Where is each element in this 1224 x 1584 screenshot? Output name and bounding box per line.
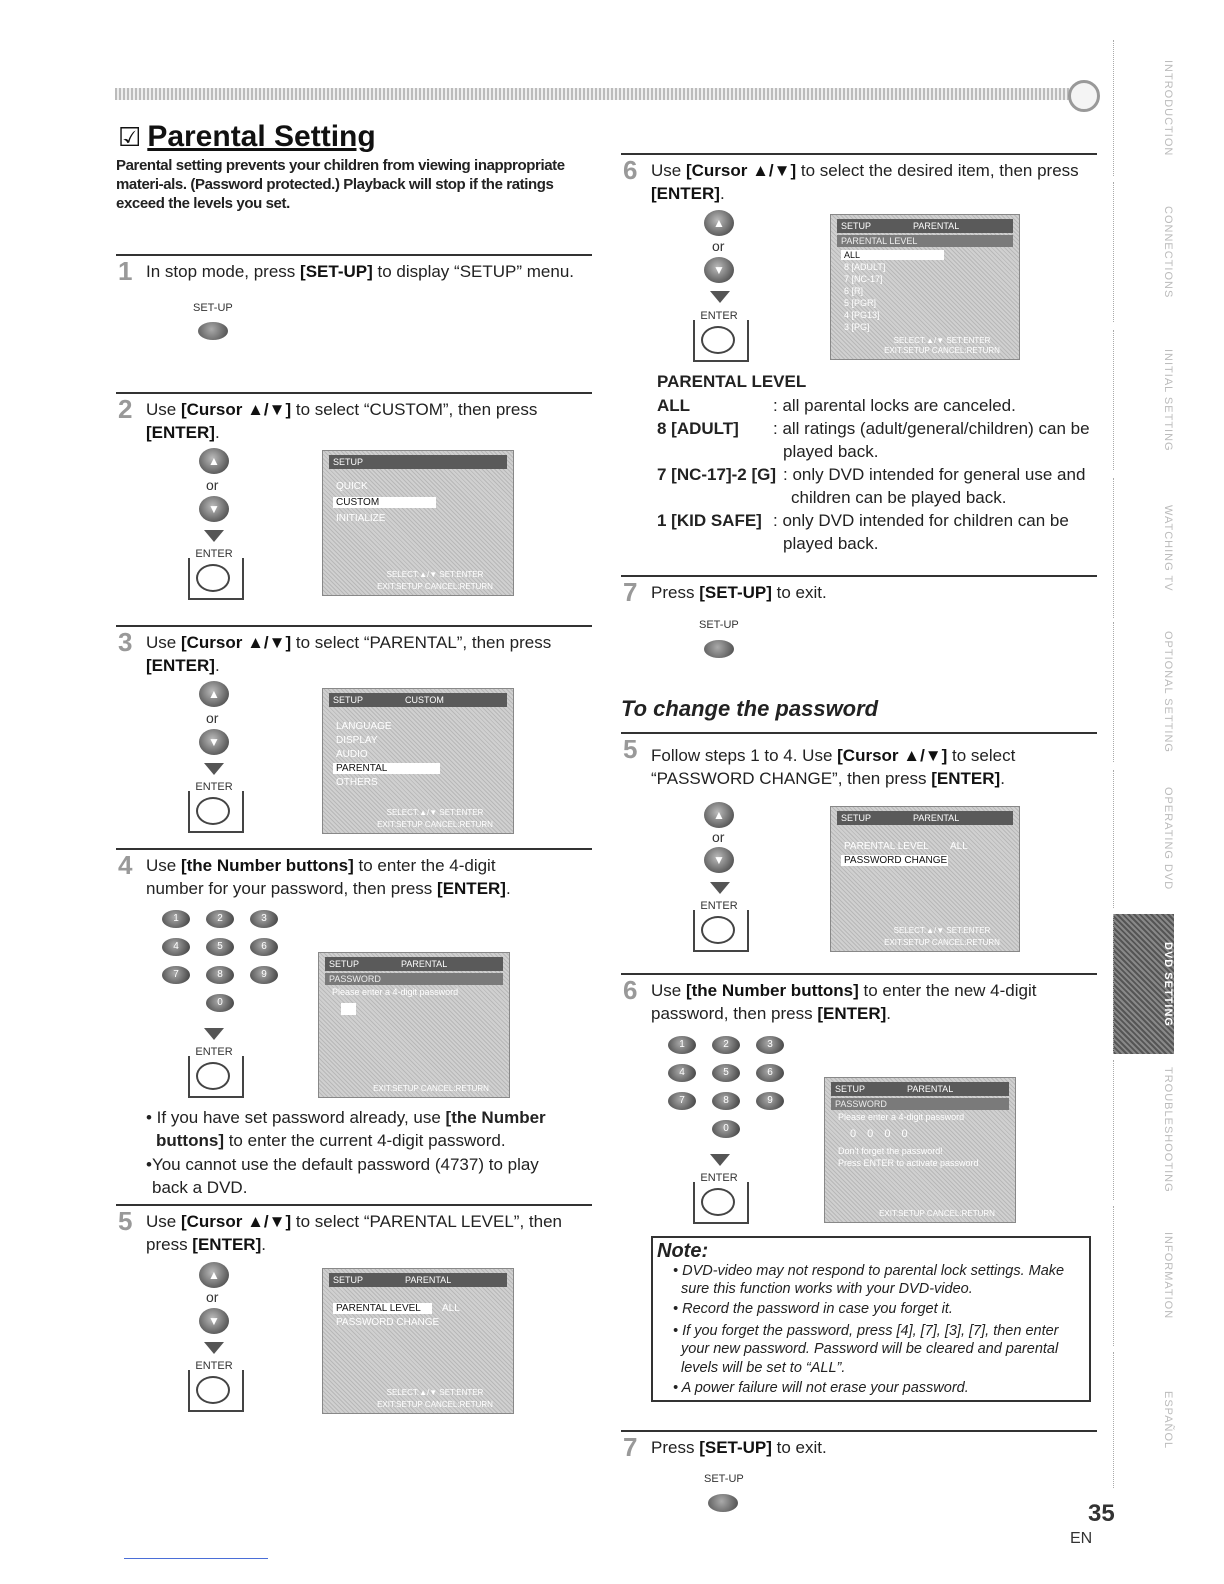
number-button-icon: 8 xyxy=(712,1092,740,1110)
divider xyxy=(621,153,1097,155)
cursor-down-icon: ▼ xyxy=(704,257,734,283)
side-tab-optional-setting: OPTIONAL SETTING xyxy=(1113,622,1174,762)
enter-button-icon: ENTER xyxy=(693,1172,745,1224)
step-4-text: Use [the Number buttons] to enter the 4-digit number for your password, then press [ENTER]. xyxy=(146,856,511,898)
osd-screen-setup: SETUP QUICK CUSTOM INITIALIZE SELECT:▲/▼ SET:ENTER EXIT:SETUP CANCEL:RETURN xyxy=(322,450,514,596)
setup-button-icon xyxy=(708,1494,738,1512)
number-button-icon: 3 xyxy=(756,1036,784,1054)
number-button-icon: 7 xyxy=(162,966,190,984)
divider xyxy=(116,254,592,256)
note-line: your new password. Password will be cleared and parental xyxy=(681,1341,1059,1357)
side-tab-espanol: ESPAÑOL xyxy=(1113,1352,1174,1488)
osd-screen-password: SETUP PARENTAL PASSWORD Please enter a 4-digit password EXIT:SETUP CANCEL:RETURN xyxy=(318,952,510,1098)
enter-button-icon: ENTER xyxy=(188,1360,240,1412)
header-decoration-bar xyxy=(115,88,1075,100)
number-button-icon: 2 xyxy=(712,1036,740,1054)
divider xyxy=(116,625,592,627)
arrow-down-icon xyxy=(204,530,224,542)
step-number: 7 xyxy=(623,577,638,607)
parental-level-row: 1 [KID SAFE] : only DVD intended for children can be played back. xyxy=(657,511,1069,553)
or-label: or xyxy=(206,477,219,493)
number-button-icon: 9 xyxy=(756,1092,784,1110)
or-label: or xyxy=(712,238,725,254)
arrow-down-icon xyxy=(710,882,730,894)
page-language: EN xyxy=(1070,1530,1093,1547)
note-line: levels will be set to “ALL”. xyxy=(681,1360,846,1376)
pw-step-6-text: Use [the Number buttons] to enter the new 4-digit password, then press [ENTER]. xyxy=(651,981,1037,1023)
number-button-icon: 6 xyxy=(250,938,278,956)
note-title: Note: xyxy=(657,1240,709,1262)
side-tab-connections: CONNECTIONS xyxy=(1113,182,1174,322)
step-4-note-1: • If you have set password already, use [the Number buttons] to enter the current 4-digit password. xyxy=(146,1108,546,1150)
parental-level-row: 7 [NC-17]-2 [G] : only DVD intended for general use and children can be played back. xyxy=(657,465,1086,507)
number-button-icon: 2 xyxy=(206,910,234,928)
cursor-down-icon: ▼ xyxy=(704,847,734,873)
osd-screen-parental: SETUP PARENTAL PARENTAL LEVEL ALL PASSWORD CHANGE SELECT:▲/▼ SET:ENTER EXIT:SETUP CANCEL:RETURN xyxy=(322,1268,514,1414)
pw-step-7-text: Press [SET-UP] to exit. xyxy=(651,1438,827,1457)
number-button-icon: 4 xyxy=(162,938,190,956)
step-1-text: In stop mode, press [SET-UP] to display “SETUP” menu. xyxy=(146,262,575,281)
or-label: or xyxy=(206,1289,219,1305)
page-title: ☑ Parental Setting xyxy=(118,120,376,153)
number-button-icon: 8 xyxy=(206,966,234,984)
setup-button-icon xyxy=(704,640,734,658)
step-number: 6 xyxy=(623,975,638,1005)
enter-button-icon: ENTER xyxy=(188,548,240,600)
cursor-up-icon: ▲ xyxy=(199,448,229,474)
side-tab-information: INFORMATION xyxy=(1113,1206,1174,1346)
setup-button-label: SET-UP xyxy=(699,619,739,631)
enter-button-icon: ENTER xyxy=(693,310,745,362)
step-7-text: Press [SET-UP] to exit. xyxy=(651,583,827,602)
number-button-icon: 6 xyxy=(756,1064,784,1082)
checkbox-icon: ☑ xyxy=(118,122,142,152)
setup-button-label: SET-UP xyxy=(193,302,233,314)
pw-step-5-text: Follow steps 1 to 4. Use [Cursor ▲/▼] to select “PASSWORD CHANGE”, then press [ENTER]. xyxy=(651,746,1016,788)
divider xyxy=(621,973,1097,975)
arrow-down-icon xyxy=(204,763,224,775)
number-button-icon: 5 xyxy=(206,938,234,956)
arrow-down-icon xyxy=(710,291,730,303)
note-line: • A power failure will not erase your password. xyxy=(673,1380,969,1396)
side-tab-introduction: INTRODUCTION xyxy=(1113,40,1174,176)
cursor-down-icon: ▼ xyxy=(199,496,229,522)
osd-screen-new-password: SETUP PARENTAL PASSWORD Please enter a 4-digit password 0 0 0 0 Don't forget the password! Press ENTER to activate password EXIT:SETUP CANCEL:RETURN xyxy=(824,1077,1016,1223)
arrow-down-icon xyxy=(710,1154,730,1166)
step-number: 5 xyxy=(623,734,638,764)
step-number: 5 xyxy=(118,1206,133,1236)
step-number: 3 xyxy=(118,627,133,657)
side-tab-operating-dvd: OPERATING DVD xyxy=(1113,770,1174,908)
divider xyxy=(621,1430,1097,1432)
note-box xyxy=(651,1236,1091,1402)
cursor-up-icon: ▲ xyxy=(199,681,229,707)
number-button-icon: 4 xyxy=(668,1064,696,1082)
side-tab-troubleshooting: TROUBLESHOOTING xyxy=(1113,1060,1174,1200)
setup-button-icon xyxy=(198,322,228,340)
note-line: • If you forget the password, press [4], [7], [3], [7], then enter xyxy=(673,1323,1059,1339)
divider xyxy=(116,1204,592,1206)
side-tab-dvd-setting: DVD SETTING xyxy=(1113,914,1174,1054)
parental-level-title: PARENTAL LEVEL xyxy=(657,372,807,391)
intro-text: Parental setting prevents your children from viewing inappropriate materi-als. (Password protected.) Playback will stop if the ratings exceed the levels you set. xyxy=(116,157,565,212)
step-number: 4 xyxy=(118,850,133,880)
setup-button-label: SET-UP xyxy=(704,1473,744,1485)
arrow-down-icon xyxy=(204,1028,224,1040)
cursor-up-icon: ▲ xyxy=(704,210,734,236)
side-tab-initial-setting: INITIAL SETTING xyxy=(1113,330,1174,470)
note-line: sure this function works with your DVD-video. xyxy=(681,1281,973,1297)
cursor-up-icon: ▲ xyxy=(199,1262,229,1288)
side-tab-watching-tv: WATCHING TV xyxy=(1113,478,1174,618)
step-3-text: Use [Cursor ▲/▼] to select “PARENTAL”, then press [ENTER]. xyxy=(146,633,552,675)
step-number: 6 xyxy=(623,155,638,185)
cursor-up-icon: ▲ xyxy=(704,802,734,828)
cursor-down-icon: ▼ xyxy=(199,1308,229,1334)
note-line: • Record the password in case you forget it. xyxy=(673,1301,953,1317)
step-number: 2 xyxy=(118,394,133,424)
step-number: 1 xyxy=(118,256,133,286)
osd-screen-password-change: SETUP PARENTAL PARENTAL LEVEL ALL PASSWORD CHANGE SELECT:▲/▼ SET:ENTER EXIT:SETUP CANCEL:RETURN xyxy=(830,806,1020,952)
osd-screen-parental-level: SETUP PARENTAL PARENTAL LEVEL ALL 8 [ADULT] 7 [NC-17] 6 [R] 5 [PGR] 4 [PG13] 3 [PG] SELECT:▲/▼ SET:ENTER EXIT:SETUP CANCEL:RETURN xyxy=(830,214,1020,360)
header-decoration-circle xyxy=(1068,80,1100,112)
enter-button-icon: ENTER xyxy=(188,1046,240,1098)
enter-button-icon: ENTER xyxy=(693,900,745,952)
cursor-down-icon: ▼ xyxy=(199,729,229,755)
step-6-text: Use [Cursor ▲/▼] to select the desired item, then press [ENTER]. xyxy=(651,161,1079,203)
step-5-text: Use [Cursor ▲/▼] to select “PARENTAL LEVEL”, then press [ENTER]. xyxy=(146,1212,562,1254)
or-label: or xyxy=(206,710,219,726)
footer-line xyxy=(124,1558,268,1559)
enter-button-icon: ENTER xyxy=(188,781,240,833)
change-password-heading: To change the password xyxy=(621,696,879,721)
step-4-note-2: •You cannot use the default password (4737) to play back a DVD. xyxy=(146,1155,539,1197)
parental-level-row: ALL : all parental locks are canceled. xyxy=(657,396,1016,415)
number-button-icon: 5 xyxy=(712,1064,740,1082)
step-number: 7 xyxy=(623,1432,638,1462)
number-buttons xyxy=(668,1036,792,1138)
divider xyxy=(116,392,592,394)
arrow-down-icon xyxy=(204,1342,224,1354)
osd-screen-custom: SETUP CUSTOM LANGUAGE DISPLAY AUDIO PARENTAL OTHERS SELECT:▲/▼ SET:ENTER EXIT:SETUP CANCEL:RETURN xyxy=(322,688,514,834)
number-button-icon: 7 xyxy=(668,1092,696,1110)
number-button-icon: 9 xyxy=(250,966,278,984)
divider xyxy=(621,732,1097,734)
step-2-text: Use [Cursor ▲/▼] to select “CUSTOM”, then press [ENTER]. xyxy=(146,400,538,442)
page-number: 35 xyxy=(1088,1500,1115,1527)
number-button-icon: 1 xyxy=(162,910,190,928)
parental-level-row: 8 [ADULT] : all ratings (adult/general/children) can be played back. xyxy=(657,419,1090,461)
number-buttons xyxy=(162,910,286,1012)
divider xyxy=(621,575,1097,577)
or-label: or xyxy=(712,829,725,845)
number-button-icon: 0 xyxy=(712,1120,740,1138)
number-button-icon: 0 xyxy=(206,994,234,1012)
note-line: • DVD-video may not respond to parental lock settings. Make xyxy=(673,1263,1065,1279)
divider xyxy=(116,848,592,850)
number-button-icon: 3 xyxy=(250,910,278,928)
number-button-icon: 1 xyxy=(668,1036,696,1054)
